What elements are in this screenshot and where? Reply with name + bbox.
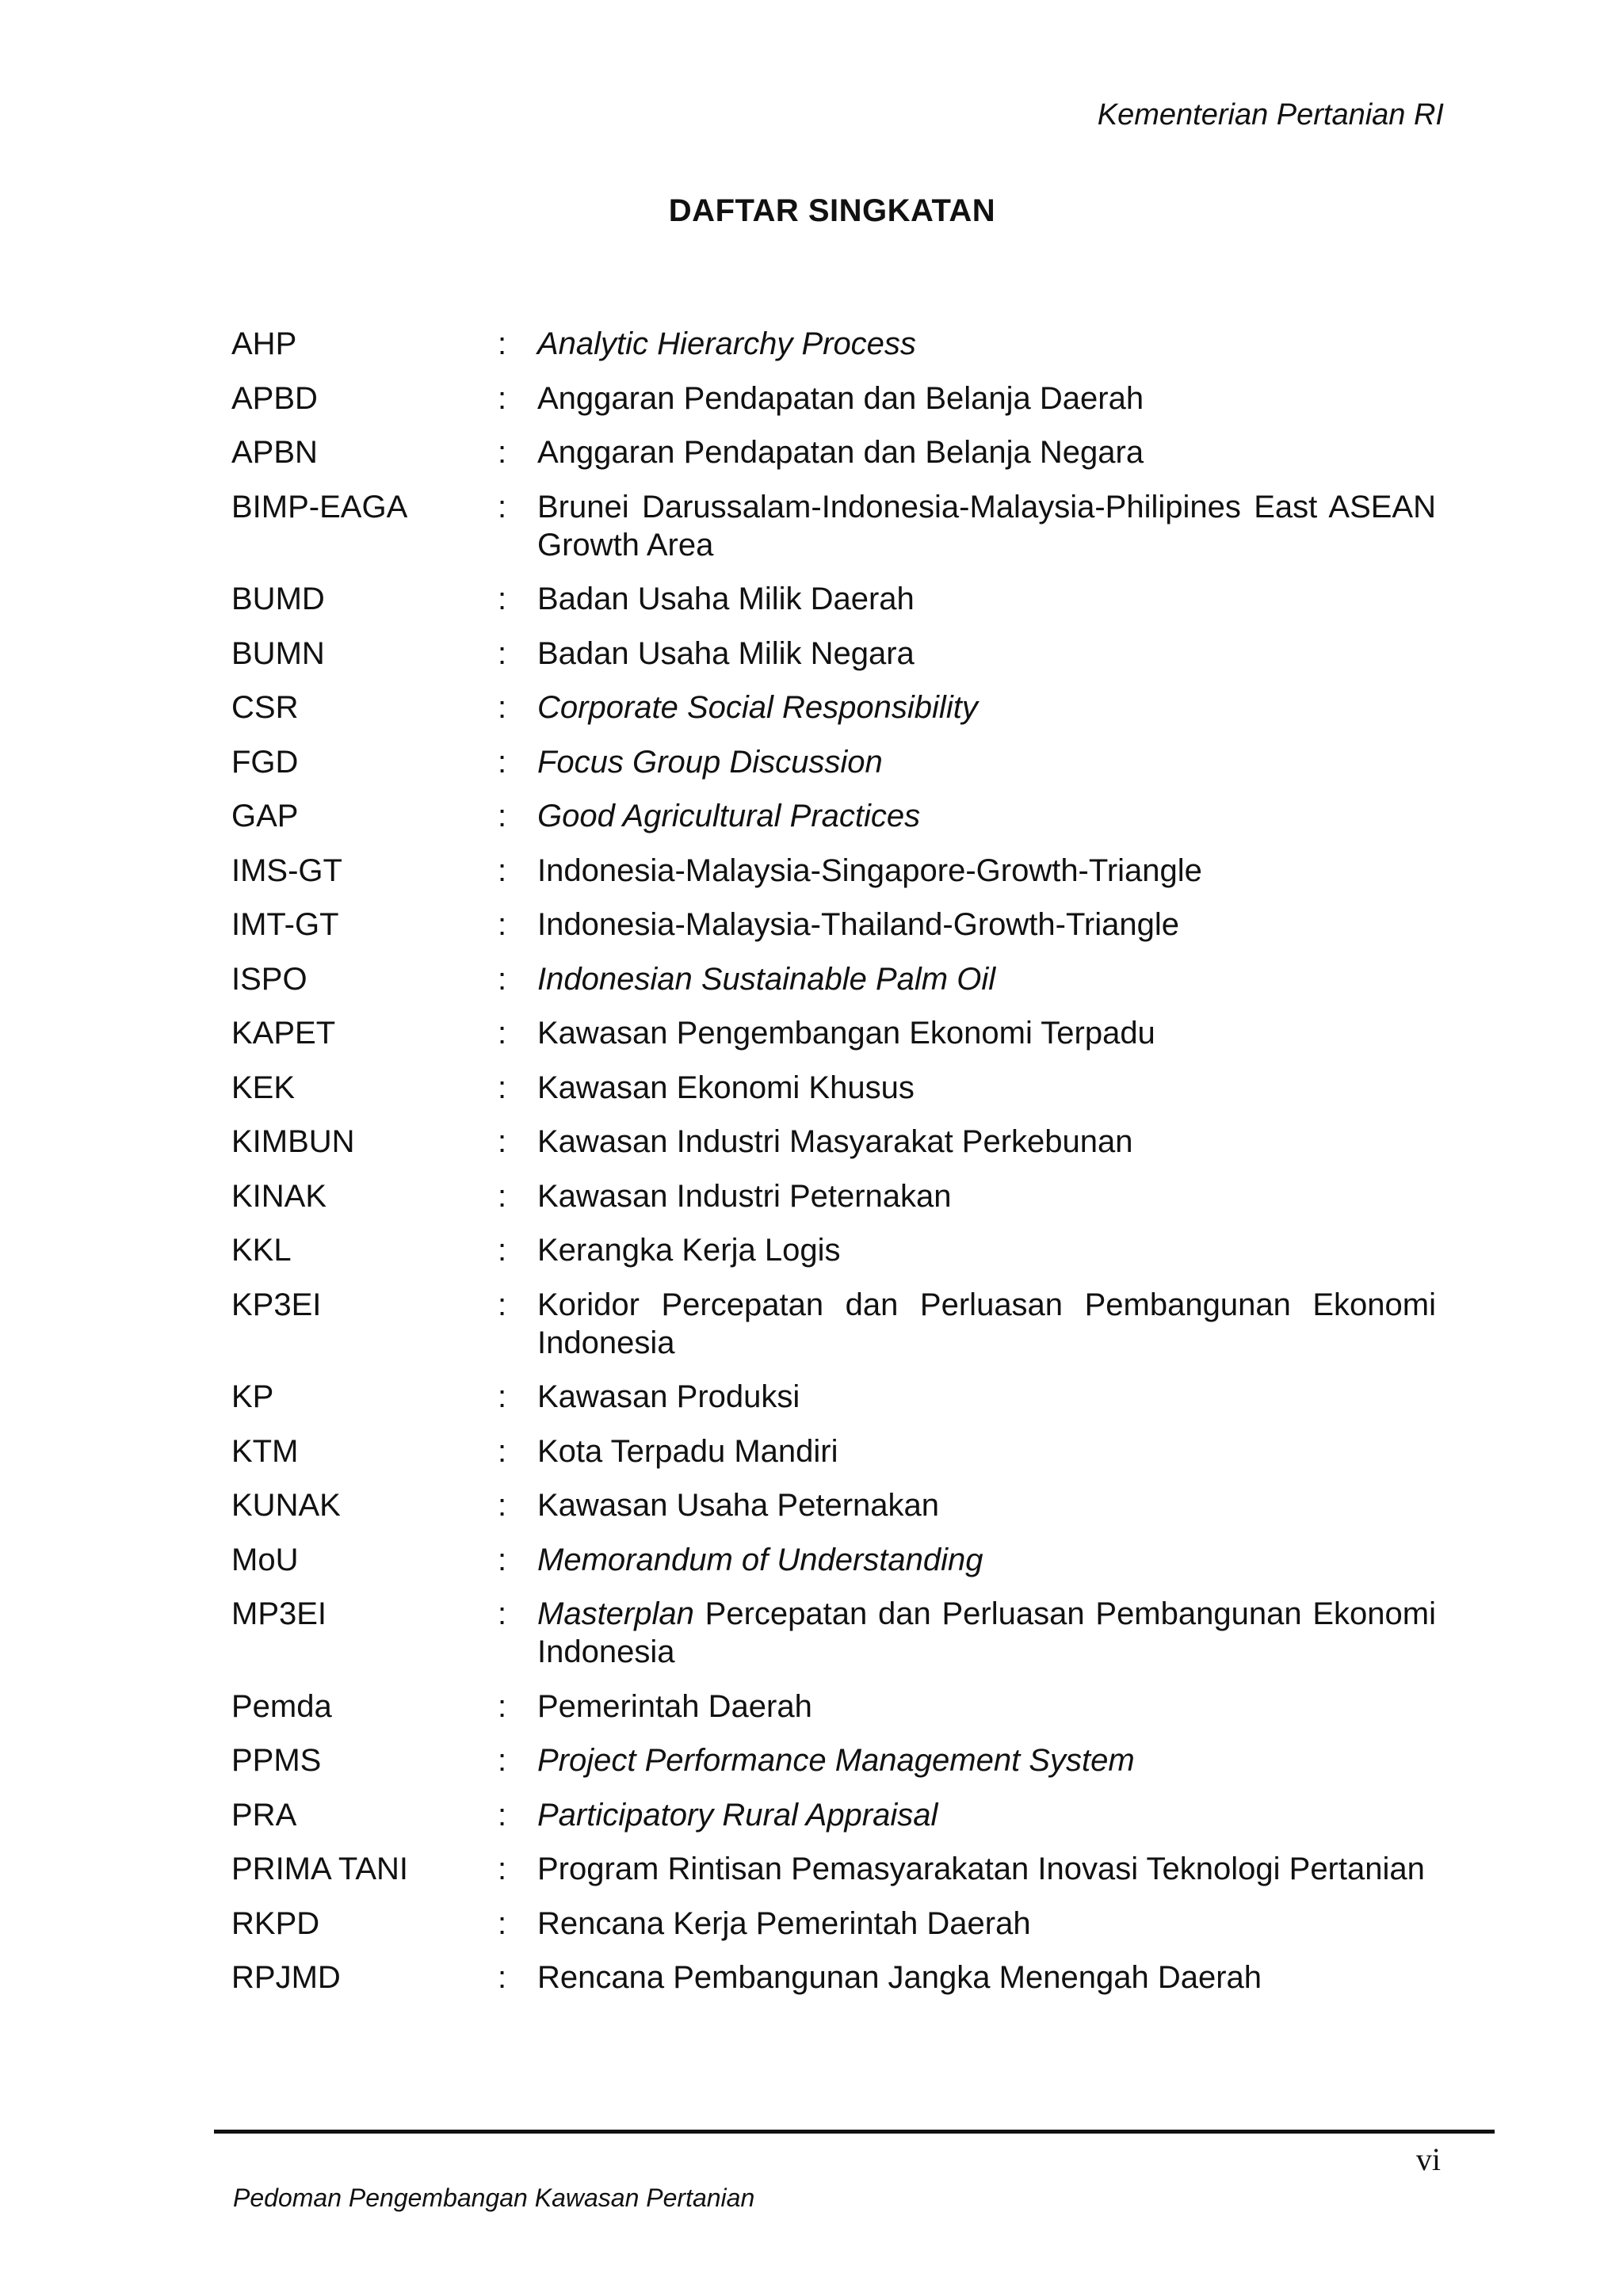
abbreviation-definition: Koridor Percepatan dan Perluasan Pembangunan Ekonomi Indonesia: [537, 1287, 1436, 1360]
abbreviation-term: AHP: [231, 326, 297, 361]
abbreviation-row: [231, 1177, 1436, 1215]
abbreviation-definition: Kawasan Ekonomi Khusus: [537, 1070, 915, 1105]
abbreviation-term: KAPET: [231, 1016, 336, 1051]
abbreviation-term: KP: [231, 1379, 274, 1414]
abbreviation-row: [231, 797, 1436, 835]
separator-colon: :: [498, 744, 507, 780]
abbreviation-row: [231, 852, 1436, 890]
abbreviation-term: MP3EI: [231, 1596, 327, 1631]
abbreviation-row: [231, 1958, 1436, 1997]
abbreviation-term: PPMS: [231, 1743, 322, 1778]
abbreviation-definition: Program Rintisan Pemasyarakatan Inovasi Teknologi Pertanian: [537, 1852, 1425, 1886]
abbreviation-term: KEK: [231, 1070, 296, 1105]
separator-colon: :: [498, 1178, 507, 1214]
abbreviation-term: KUNAK: [231, 1488, 341, 1523]
separator-colon: :: [498, 1905, 507, 1941]
separator-colon: :: [498, 852, 507, 888]
abbreviation-term: IMT-GT: [231, 907, 339, 942]
separator-colon: :: [498, 1433, 507, 1469]
abbreviation-definition: Kawasan Industri Peternakan: [537, 1178, 952, 1214]
abbreviation-row: [231, 488, 1436, 564]
abbreviation-term: BIMP-EAGA: [231, 489, 408, 524]
abbreviation-definition: Focus Group Discussion: [537, 744, 883, 780]
abbreviation-term: KIMBUN: [231, 1124, 355, 1159]
abbreviation-term: BUMD: [231, 582, 325, 616]
separator-colon: :: [498, 1070, 507, 1105]
abbreviation-row: [231, 325, 1436, 363]
abbreviation-definition: Indonesia-Malaysia-Singapore-Growth-Triangle: [537, 852, 1202, 888]
separator-colon: :: [498, 489, 507, 524]
abbreviation-term: FGD: [231, 744, 299, 780]
abbreviation-definition: [537, 1595, 1436, 1671]
abbreviation-term: PRIMA TANI: [231, 1852, 409, 1886]
separator-colon: :: [498, 1287, 507, 1322]
abbreviation-row: [231, 1014, 1436, 1052]
separator-colon: :: [498, 1688, 507, 1724]
abbreviation-row: [231, 1796, 1436, 1834]
abbreviation-term: Pemda: [231, 1688, 332, 1724]
separator-colon: :: [498, 326, 507, 361]
abbreviation-term: KP3EI: [231, 1287, 322, 1322]
abbreviation-row: [231, 743, 1436, 781]
abbreviation-definition: Badan Usaha Milik Daerah: [537, 582, 915, 616]
abbreviation-row: [231, 580, 1436, 618]
abbreviation-row: [231, 1231, 1436, 1269]
abbreviation-definition: Badan Usaha Milik Negara: [537, 635, 915, 671]
separator-colon: :: [498, 1542, 507, 1577]
abbreviation-row: [231, 906, 1436, 944]
abbreviation-term: APBN: [231, 435, 318, 470]
abbreviation-definition: Pemerintah Daerah: [537, 1688, 812, 1724]
abbreviation-row: [231, 1378, 1436, 1416]
abbreviation-definition: Corporate Social Responsibility: [537, 690, 978, 725]
abbreviation-definition: Project Performance Management System: [537, 1743, 1135, 1778]
abbreviation-term: KINAK: [231, 1178, 327, 1214]
abbreviation-definition: Indonesia-Malaysia-Thailand-Growth-Triangle: [537, 907, 1179, 942]
footer-divider: [214, 2130, 1495, 2134]
abbreviation-definition: Kawasan Industri Masyarakat Perkebunan: [537, 1124, 1133, 1159]
separator-colon: :: [498, 1488, 507, 1523]
abbreviation-row: [231, 1123, 1436, 1161]
abbreviation-term: GAP: [231, 799, 299, 833]
separator-colon: :: [498, 1743, 507, 1778]
separator-colon: :: [498, 582, 507, 616]
abbreviation-term: BUMN: [231, 635, 325, 671]
abbreviation-row: [231, 1286, 1436, 1362]
abbreviation-definition: Rencana Kerja Pemerintah Daerah: [537, 1905, 1031, 1941]
abbreviation-term: KTM: [231, 1433, 299, 1469]
separator-colon: :: [498, 435, 507, 470]
footer-document-title: Pedoman Pengembangan Kawasan Pertanian: [233, 2183, 755, 2212]
abbreviation-row: [231, 1741, 1436, 1779]
abbreviation-row: [231, 1905, 1436, 1943]
abbreviation-term: ISPO: [231, 961, 307, 997]
abbreviation-definition: Rencana Pembangunan Jangka Menengah Daerah: [537, 1960, 1262, 1995]
abbreviation-definition: Kota Terpadu Mandiri: [537, 1433, 838, 1469]
abbreviation-row: [231, 1432, 1436, 1470]
separator-colon: :: [498, 380, 507, 416]
abbreviation-term: MoU: [231, 1542, 299, 1577]
abbreviation-definition: Memorandum of Understanding: [537, 1542, 983, 1577]
abbreviation-definition: Participatory Rural Appraisal: [537, 1797, 938, 1833]
separator-colon: :: [498, 961, 507, 997]
page-number: vi: [1415, 2142, 1441, 2177]
separator-colon: :: [498, 1379, 507, 1414]
separator-colon: :: [498, 907, 507, 942]
header-organization: Kementerian Pertanian RI: [1097, 98, 1444, 132]
separator-colon: :: [498, 1016, 507, 1051]
abbreviation-row: [231, 1069, 1436, 1107]
abbreviation-definition: Good Agricultural Practices: [537, 799, 921, 833]
abbreviation-definition-rest: Percepatan dan Perluasan Pembangunan Ekonomi Indonesia: [537, 1596, 1436, 1669]
abbreviation-row: [231, 1688, 1436, 1726]
separator-colon: :: [498, 1797, 507, 1833]
abbreviation-definition: Anggaran Pendapatan dan Belanja Daerah: [537, 380, 1144, 416]
abbreviation-term: APBD: [231, 380, 318, 416]
separator-colon: :: [498, 1960, 507, 1995]
page-title: DAFTAR SINGKATAN: [668, 193, 996, 228]
abbreviation-row: [231, 1850, 1436, 1888]
abbreviation-row: [231, 960, 1436, 998]
abbreviation-term: RPJMD: [231, 1960, 341, 1995]
abbreviation-definition-italic-part: Masterplan: [537, 1596, 694, 1631]
abbreviation-term: KKL: [231, 1233, 292, 1268]
abbreviation-definition: Kawasan Produksi: [537, 1379, 800, 1414]
abbreviation-definition: Analytic Hierarchy Process: [537, 326, 916, 361]
abbreviation-row: [231, 1595, 1436, 1671]
abbreviation-definition: Kawasan Pengembangan Ekonomi Terpadu: [537, 1016, 1155, 1051]
abbreviation-row: [231, 688, 1436, 727]
abbreviation-row: [231, 433, 1436, 471]
separator-colon: :: [498, 1596, 507, 1631]
abbreviation-row: [231, 635, 1436, 673]
separator-colon: :: [498, 635, 507, 671]
abbreviation-term: CSR: [231, 690, 299, 725]
separator-colon: :: [498, 1852, 507, 1886]
abbreviation-definition: Kawasan Usaha Peternakan: [537, 1488, 939, 1523]
separator-colon: :: [498, 799, 507, 833]
abbreviation-definition: Anggaran Pendapatan dan Belanja Negara: [537, 435, 1144, 470]
abbreviation-definition: Brunei Darussalam-Indonesia-Malaysia-Philipines East ASEAN Growth Area: [537, 489, 1436, 563]
abbreviation-row: [231, 379, 1436, 418]
abbreviation-list: [231, 325, 1436, 2013]
abbreviation-row: [231, 1486, 1436, 1524]
abbreviation-row: [231, 1541, 1436, 1579]
abbreviation-definition: Kerangka Kerja Logis: [537, 1233, 841, 1268]
abbreviation-term: PRA: [231, 1797, 297, 1833]
abbreviation-definition: Indonesian Sustainable Palm Oil: [537, 961, 996, 997]
separator-colon: :: [498, 1124, 507, 1159]
separator-colon: :: [498, 690, 507, 725]
abbreviation-term: RKPD: [231, 1905, 320, 1941]
abbreviation-term: IMS-GT: [231, 852, 342, 888]
separator-colon: :: [498, 1233, 507, 1268]
